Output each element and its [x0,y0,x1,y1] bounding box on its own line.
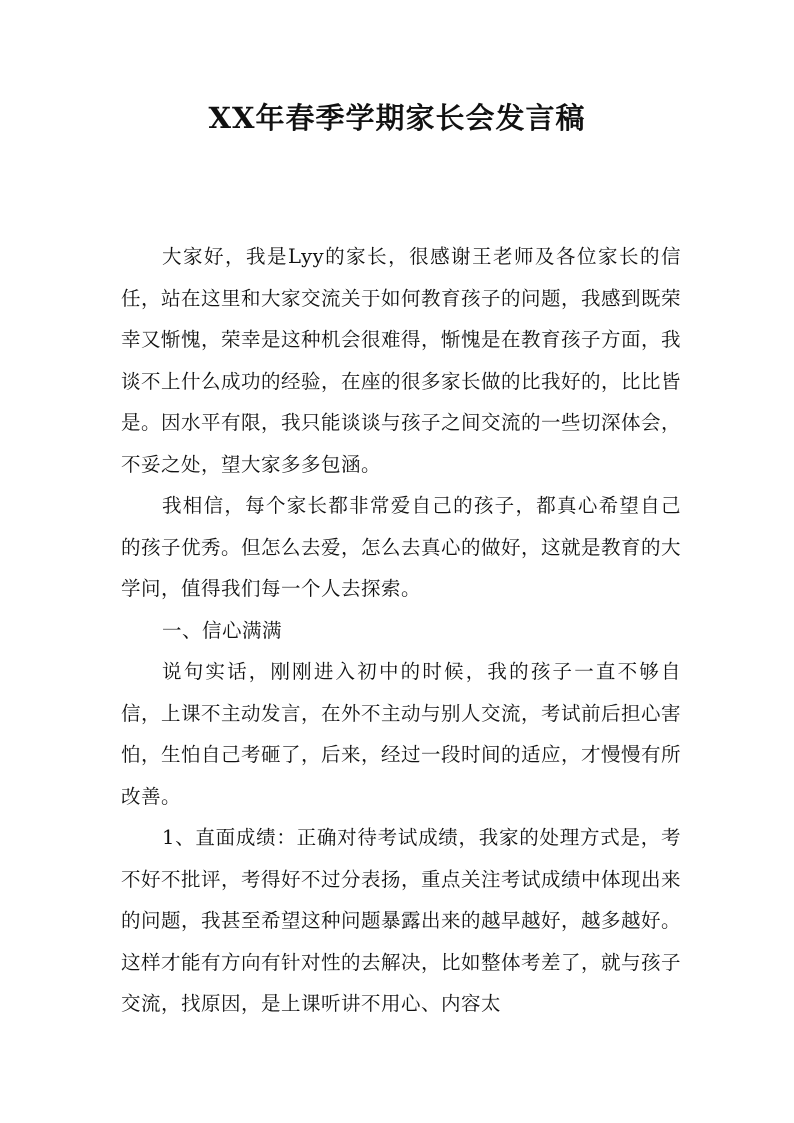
paragraph-greeting: 大家好，我是Lyy的家长，很感谢王老师及各位家长的信任，站在这里和大家交流关于如何教育孩子的问题，我感到既荣幸又惭愧，荣幸是这种机会很难得，惭愧是在教育孩子方面，我谈不上什么成功的经验，在座的很多家长做的比我好的，比比皆是。因水平有限，我只能谈谈与孩子之间交流的一些切深体会，不妥之处，望大家多多包涵。 [121,245,682,476]
document-title: XX年春季学期家长会发言稿 [208,101,586,135]
section-heading-confidence: 一、信心满满 [162,618,283,642]
paragraph-belief: 我相信，每个家长都非常爱自己的孩子，都真心希望自己的孩子优秀。但怎么去爱，怎么去真心的做好，这就是教育的大学问，值得我们每一个人去探索。 [121,494,682,600]
document-body [121,236,681,1025]
paragraph-grades: 1、直面成绩：正确对待考试成绩，我家的处理方式是，考不好不批评，考得好不过分表扬，重点关注考试成绩中体现出来的问题，我甚至希望这种问题暴露出来的越早越好，越多越好。这样才能有方向有针对性的去解决，比如整体考差了，就与孩子交流，找原因，是上课听讲不用心、内容太 [121,826,682,1015]
paragraph-confidence: 说句实话，刚刚进入初中的时候，我的孩子一直不够自信，上课不主动发言，在外不主动与别人交流，考试前后担心害怕，生怕自己考砸了，后来，经过一段时间的适应，才慢慢有所改善。 [121,660,682,808]
